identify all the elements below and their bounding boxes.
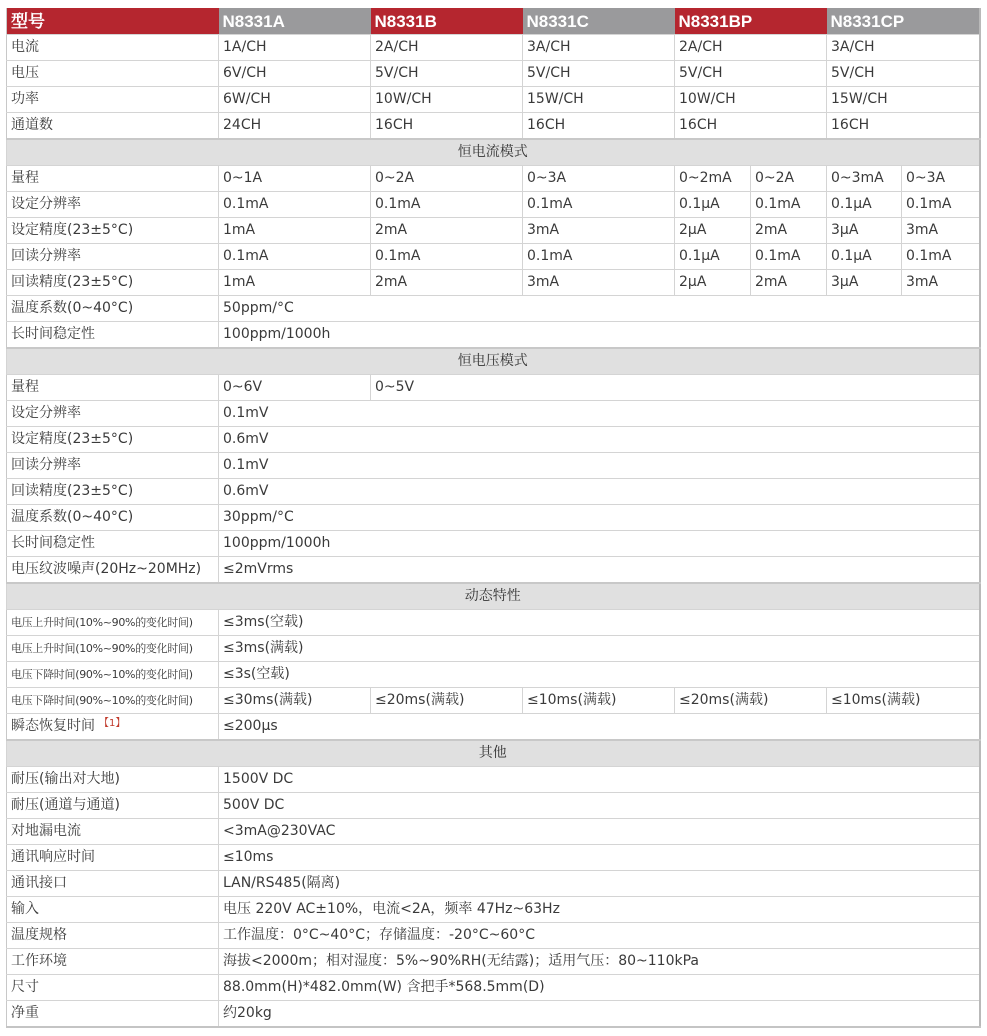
cell: 0~3A: [902, 166, 980, 192]
row-label: 通讯接口: [7, 871, 219, 897]
other-row: [7, 871, 980, 897]
cell: 3μA: [827, 218, 902, 244]
cell: 0~6V: [219, 375, 371, 401]
row-label: 温度系数(0~40°C): [7, 505, 219, 531]
cell: 3mA: [902, 218, 980, 244]
row-label: 长时间稳定性: [7, 531, 219, 557]
section-title: 动态特性: [7, 583, 980, 610]
dynamic-row: [7, 636, 980, 662]
cell: ≤20ms(满载): [675, 688, 827, 714]
row-label: 耐压(通道与通道): [7, 793, 219, 819]
cell: 2mA: [751, 270, 827, 296]
cell: ≤10ms(满载): [827, 688, 980, 714]
row-label: 电压上升时间(10%~90%的变化时间): [7, 636, 219, 662]
cell: 5V/CH: [523, 61, 675, 87]
cell: 0.6mV: [219, 427, 980, 453]
cell: 0.1mA: [219, 244, 371, 270]
cc-row: [7, 166, 980, 192]
cc-row-temp-coeff: [7, 296, 980, 322]
cell: 2mA: [371, 218, 523, 244]
cell: 6W/CH: [219, 87, 371, 113]
section-title: 恒电压模式: [7, 348, 980, 375]
row-label: 净重: [7, 1001, 219, 1028]
cell: 0.1mA: [902, 192, 980, 218]
cell: 3μA: [827, 270, 902, 296]
cell: 2mA: [371, 270, 523, 296]
cell: 0.1mA: [523, 244, 675, 270]
row-label: 电压下降时间(90%~10%的变化时间): [7, 688, 219, 714]
cell: 2μA: [675, 270, 751, 296]
cell: 0~3A: [523, 166, 675, 192]
cell: 1mA: [219, 270, 371, 296]
dynamic-row: [7, 662, 980, 688]
row-label: 通讯响应时间: [7, 845, 219, 871]
cell: 0.1mA: [902, 244, 980, 270]
cell: 1mA: [219, 218, 371, 244]
cv-row: [7, 427, 980, 453]
cell: ≤200μs: [219, 714, 980, 741]
spec-row-current: [7, 35, 980, 61]
cell: 3A/CH: [827, 35, 980, 61]
other-row: [7, 949, 980, 975]
cell: 10W/CH: [675, 87, 827, 113]
cell: 10W/CH: [371, 87, 523, 113]
cell: 2mA: [751, 218, 827, 244]
cell: 0.1mA: [219, 192, 371, 218]
cell: 0~3mA: [827, 166, 902, 192]
cell: 100ppm/1000h: [219, 531, 980, 557]
model-label: 型号: [7, 8, 219, 35]
row-label: 电压下降时间(90%~10%的变化时间): [7, 662, 219, 688]
cell: ≤30ms(满载): [219, 688, 371, 714]
row-label: 对地漏电流: [7, 819, 219, 845]
row-label: 量程: [7, 375, 219, 401]
section-title: 其他: [7, 740, 980, 767]
cell: 约20kg: [219, 1001, 980, 1028]
other-row: [7, 793, 980, 819]
row-label: 尺寸: [7, 975, 219, 1001]
header-row: [7, 8, 980, 35]
row-label: 回读分辨率: [7, 453, 219, 479]
cell: 6V/CH: [219, 61, 371, 87]
spec-row-channels: [7, 113, 980, 140]
row-label: 设定精度(23±5°C): [7, 427, 219, 453]
row-label: 耐压(输出对大地): [7, 767, 219, 793]
other-row: [7, 1001, 980, 1028]
row-label: 回读精度(23±5°C): [7, 270, 219, 296]
cell: ≤3ms(满载): [219, 636, 980, 662]
cv-row-range: [7, 375, 980, 401]
cell: 16CH: [675, 113, 827, 140]
cell: 16CH: [827, 113, 980, 140]
cell: 0.1μA: [827, 244, 902, 270]
cell: 海拔<2000m；相对湿度：5%~90%RH(无结露)；适用气压：80~110kPa: [219, 949, 980, 975]
row-label: 设定分辨率: [7, 192, 219, 218]
footnote-marker: 【1】: [99, 718, 126, 729]
cell: ≤2mVrms: [219, 557, 980, 584]
row-label: [7, 714, 219, 741]
cell: 5V/CH: [371, 61, 523, 87]
cv-row: [7, 453, 980, 479]
cell: 3mA: [523, 218, 675, 244]
other-row: [7, 845, 980, 871]
row-label: 回读分辨率: [7, 244, 219, 270]
cell: ≤10ms(满载): [523, 688, 675, 714]
row-label: 量程: [7, 166, 219, 192]
cell: 0~1A: [219, 166, 371, 192]
model-n8331b: N8331B: [371, 8, 523, 35]
other-row: [7, 975, 980, 1001]
row-label: 工作环境: [7, 949, 219, 975]
cell: ≤3s(空载): [219, 662, 980, 688]
cell: 0.1μA: [827, 192, 902, 218]
cv-row: [7, 479, 980, 505]
cell: 5V/CH: [675, 61, 827, 87]
cell: 0.1mA: [523, 192, 675, 218]
row-label: 输入: [7, 897, 219, 923]
cell: 2A/CH: [675, 35, 827, 61]
model-n8331cp: N8331CP: [827, 8, 980, 35]
recovery-label: 瞬态恢复时间: [11, 718, 95, 734]
cell: LAN/RS485(隔离): [219, 871, 980, 897]
other-row: [7, 897, 980, 923]
cc-row: [7, 218, 980, 244]
section-title: 恒电流模式: [7, 139, 980, 166]
cell: 电压 220V AC±10%，电流<2A，频率 47Hz~63Hz: [219, 897, 980, 923]
cell: 88.0mm(H)*482.0mm(W) 含把手*568.5mm(D): [219, 975, 980, 1001]
cell: 0.1mA: [751, 244, 827, 270]
spec-row-voltage: [7, 61, 980, 87]
cell: 0.1mA: [751, 192, 827, 218]
section-cv-header: [7, 348, 980, 375]
row-label: 温度规格: [7, 923, 219, 949]
other-row: [7, 819, 980, 845]
model-n8331bp: N8331BP: [675, 8, 827, 35]
cell: ≤10ms: [219, 845, 980, 871]
row-label: 电压上升时间(10%~90%的变化时间): [7, 610, 219, 636]
other-row: [7, 923, 980, 949]
other-row: [7, 767, 980, 793]
row-label: 通道数: [7, 113, 219, 140]
cell: 2μA: [675, 218, 751, 244]
row-label: 设定分辨率: [7, 401, 219, 427]
cell: 0~5V: [371, 375, 980, 401]
model-n8331a: N8331A: [219, 8, 371, 35]
cc-row: [7, 192, 980, 218]
spec-row-power: [7, 87, 980, 113]
row-label: 回读精度(23±5°C): [7, 479, 219, 505]
cell: 3mA: [902, 270, 980, 296]
row-label: 电压纹波噪声(20Hz~20MHz): [7, 557, 219, 584]
cell: 工作温度：0°C~40°C；存储温度：-20°C~60°C: [219, 923, 980, 949]
cell: 0.1μA: [675, 192, 751, 218]
section-cc-header: [7, 139, 980, 166]
cell: 0.1μA: [675, 244, 751, 270]
row-label: 设定精度(23±5°C): [7, 218, 219, 244]
cell: <3mA@230VAC: [219, 819, 980, 845]
cell: 500V DC: [219, 793, 980, 819]
model-n8331c: N8331C: [523, 8, 675, 35]
cell: 0.6mV: [219, 479, 980, 505]
cell: 16CH: [523, 113, 675, 140]
cell: 0.1mV: [219, 401, 980, 427]
cell: 0~2mA: [675, 166, 751, 192]
cell: 24CH: [219, 113, 371, 140]
cell: 30ppm/°C: [219, 505, 980, 531]
cell: 1A/CH: [219, 35, 371, 61]
row-label: 温度系数(0~40°C): [7, 296, 219, 322]
row-label: 电流: [7, 35, 219, 61]
cell: 3A/CH: [523, 35, 675, 61]
row-label: 功率: [7, 87, 219, 113]
cc-row: [7, 244, 980, 270]
dynamic-row-recovery: [7, 714, 980, 741]
cell: 1500V DC: [219, 767, 980, 793]
cc-row: [7, 270, 980, 296]
cv-row: [7, 505, 980, 531]
cell: ≤3ms(空载): [219, 610, 980, 636]
cell: 50ppm/°C: [219, 296, 980, 322]
cell: 16CH: [371, 113, 523, 140]
cell: 15W/CH: [827, 87, 980, 113]
cell: 5V/CH: [827, 61, 980, 87]
row-label: 电压: [7, 61, 219, 87]
spec-table: [6, 8, 981, 1028]
cell: 0~2A: [371, 166, 523, 192]
cell: ≤20ms(满载): [371, 688, 523, 714]
section-dynamic-header: [7, 583, 980, 610]
cell: 0.1mA: [371, 244, 523, 270]
cv-row: [7, 531, 980, 557]
cell: 2A/CH: [371, 35, 523, 61]
cell: 3mA: [523, 270, 675, 296]
dynamic-row: [7, 610, 980, 636]
cell: 0.1mV: [219, 453, 980, 479]
cc-row-stability: [7, 322, 980, 349]
cv-row: [7, 401, 980, 427]
row-label: 长时间稳定性: [7, 322, 219, 349]
cell: 15W/CH: [523, 87, 675, 113]
cell: 0~2A: [751, 166, 827, 192]
cell: 0.1mA: [371, 192, 523, 218]
cell: 100ppm/1000h: [219, 322, 980, 349]
dynamic-row-fall-full: [7, 688, 980, 714]
cv-row: [7, 557, 980, 584]
section-other-header: [7, 740, 980, 767]
